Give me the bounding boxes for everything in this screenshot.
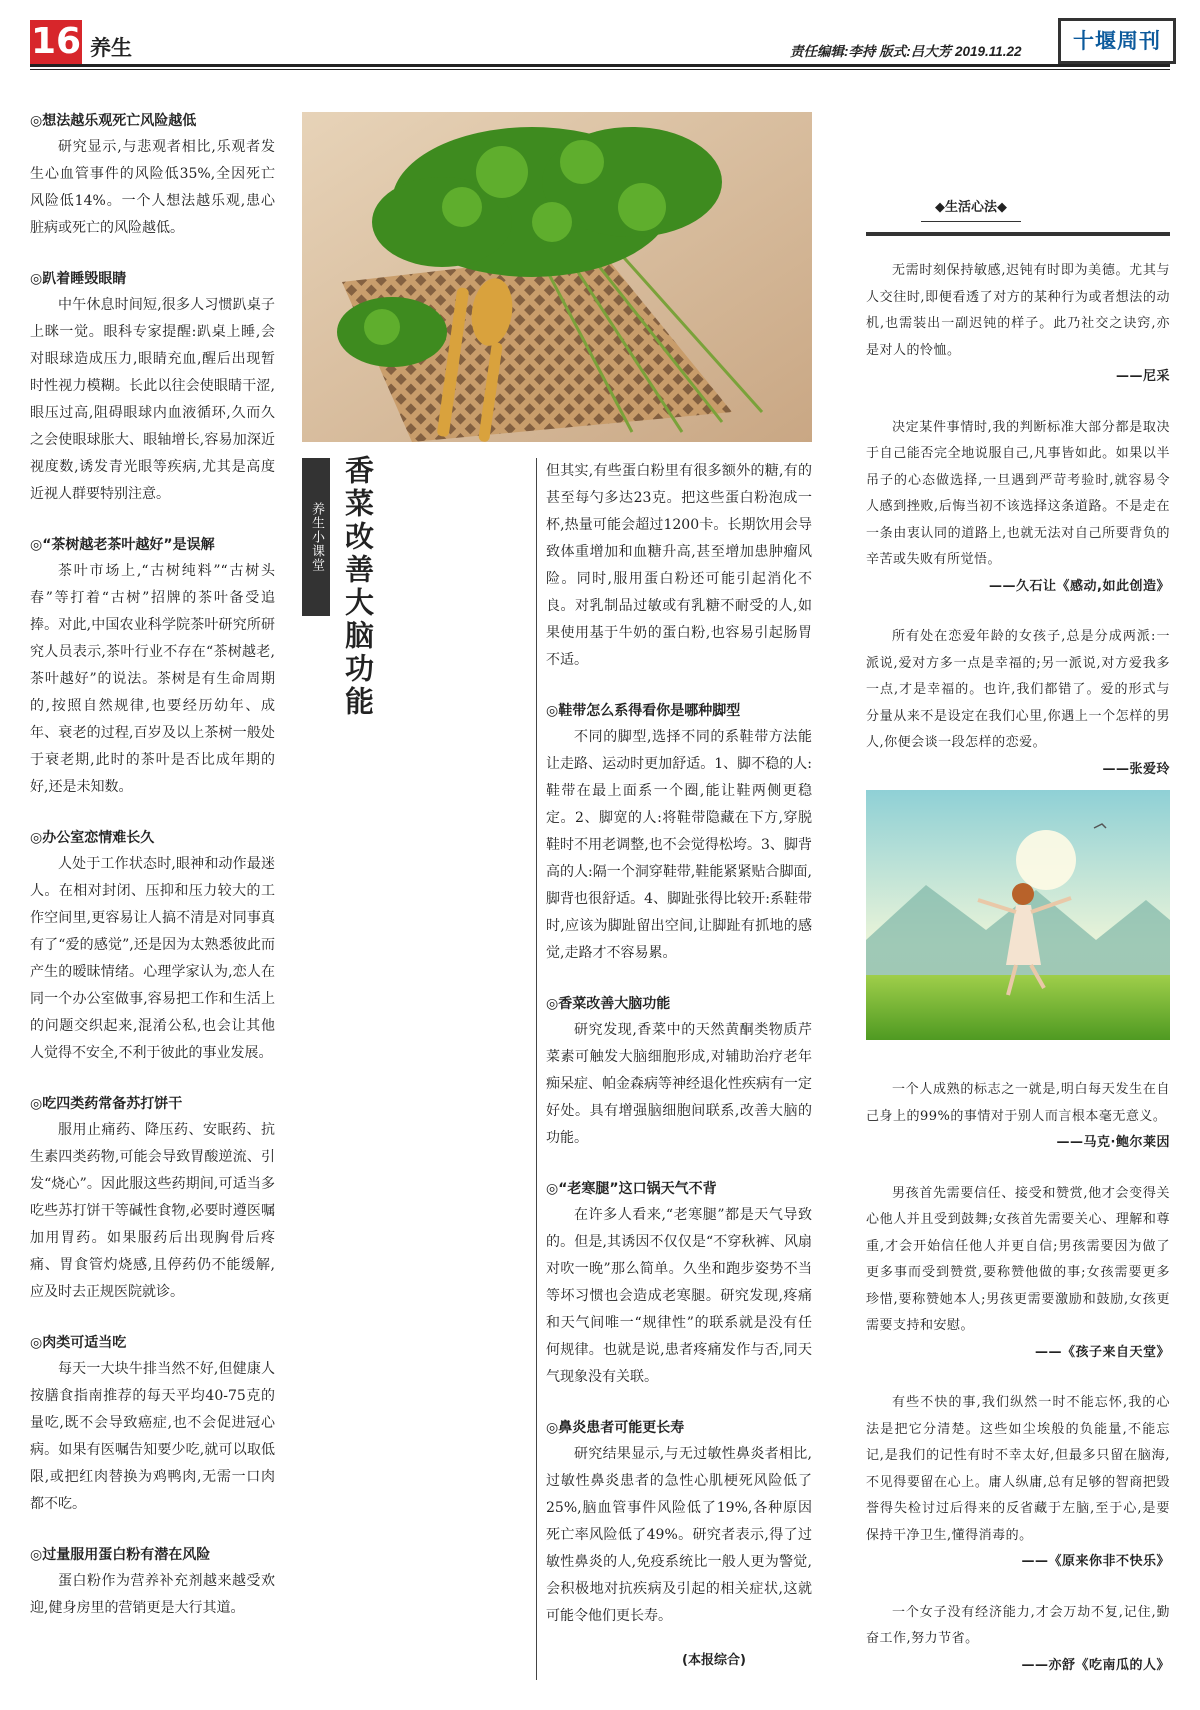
article-body: 每天一大块牛排当然不好,但健康人按膳食指南推荐的每天平均40-75克的量吃,既不会导致癌症,也不会促进冠心病。如果有医嘱告知要少吃,就可以取低限,或把红肉替换为鸡鸭肉,无需一口肉都不吃。 [30,1361,275,1512]
article-heading: ◎“茶树越老茶叶越好”是误解 [30,537,215,553]
section-title: 养生 [90,36,132,60]
article-heading: ◎过量服用蛋白粉有潜在风险 [30,1547,211,1563]
quote-source: ——尼采 [1115,369,1170,384]
article-body: 不同的脚型,选择不同的系鞋带方法能让走路、运动时更加舒适。1、脚不稳的人:鞋带在最上面系一个圈,能让鞋两侧更稳定。2、脚宽的人:将鞋带隐藏在下方,穿脱鞋时不用老调整,也不会觉得松垮。3、脚背高的人:隔一个洞穿鞋带,鞋能紧紧贴合脚面,脚背也很舒适。4、脚趾张得比较开:系鞋带时,应该为脚趾留出空间,让脚趾有抓地的感觉,走路才不容易累。 [546,729,812,961]
girl-photo [866,790,1170,1040]
quote-source: ——马克·鲍尔莱因 [1056,1135,1170,1150]
article-body: 在许多人看来,“老寒腿”都是天气导致的。但是,其诱因不仅仅是“不穿秋裤、风扇对吹一晚”那么简单。久坐和跑步姿势不当等坏习惯也会造成老寒腿。研究发现,疼痛和天气间唯一“规律性”的联系就是没有任何规律。也就是说,患者疼痛发作与否,同天气现象没有关联。 [546,1207,812,1385]
article-heading: ◎“老寒腿”这口锅天气不背 [546,1181,717,1197]
quote-source: ——《孩子来自天堂》 [1034,1344,1170,1360]
editor-credits: 责任编辑:李持 版式:吕大芳 2019.11.22 [790,44,1022,59]
source-credit: (本报综合) [682,1653,746,1668]
article-heading: ◎想法越乐观死亡风险越低 [30,113,197,129]
box-title-text: ◆生活心法◆ [935,200,1007,215]
box-title-underline [921,221,1021,222]
header-rule-thin [30,69,1170,70]
quote-text: 一个人成熟的标志之一就是,明白每天发生在自己身上的99%的事情对于别人而言根本毫无意义。 [866,1082,1170,1124]
feature-title: 香菜改善大脑功能 [341,455,375,719]
article-heading: ◎趴着睡毁眼睛 [30,271,127,287]
article-body: 研究发现,香菜中的天然黄酮类物质芹菜素可触发大脑细胞形成,对辅助治疗老年痴呆症、帕金森病等神经退化性疾病有一定好处。具有增强脑细胞间联系,改善大脑的功能。 [546,1022,812,1146]
article-heading: ◎鼻炎患者可能更长寿 [546,1420,685,1436]
box-rule [866,232,1170,236]
article-body: 蛋白粉作为营养补充剂越来越受欢迎,健身房里的营销更是大行其道。 [30,1573,275,1616]
newspaper-logo: 十堰周刊 [1058,18,1176,64]
header-rule [30,64,1170,67]
article-body: 研究结果显示,与无过敏性鼻炎者相比,过敏性鼻炎患者的急性心肌梗死风险低了25%,脑血管事件风险低了19%,各种原因死亡率风险低了49%。研究者表示,得了过敏性鼻炎的人,免疫系统比一般人更为警觉,会积极地对抗疾病及引起的相关症状,这就可能令他们更长寿。 [546,1446,812,1624]
article-body: 中午休息时间短,很多人习惯趴桌子上眯一觉。眼科专家提醒:趴桌上睡,会对眼球造成压力,眼睛充血,醒后出现暂时性视力模糊。长此以往会使眼睛干涩,眼压过高,阻碍眼球内血液循环,久而久之会使眼球胀大、眼轴增长,容易加深近视度数,诱发青光眼等疾病,尤其是高度近视人群要特别注意。 [30,297,275,502]
box-title [866,196,1076,222]
article-body: 研究显示,与悲观者相比,乐观者发生心血管事件的风险低35%,全因死亡风险低14%。一个人想法越乐观,患心脏病或死亡的风险越低。 [30,139,275,236]
quote-text: 决定某件事情时,我的判断标准大部分都是取决于自己能否完全地说服自己,凡事皆如此。如果以半吊子的心态做选择,一旦遇到严苛考验时,就容易令人感到挫败,后悔当初不该选择这条道路。不是走在一条由衷认同的道路上,也就无法对自己所要背负的辛苦或失败有所觉悟。 [866,419,1170,567]
middle-column [546,458,812,1654]
quote-text: 一个女子没有经济能力,才会万劫不复,记住,勤奋工作,努力节省。 [866,1604,1170,1646]
left-column [30,108,275,1646]
column-tab: 养生小课堂 [302,458,330,616]
quote-text: 所有处在恋爱年龄的女孩子,总是分成两派:一派说,爱对方多一点是幸福的;另一派说,对方爱我多一点,才是幸福的。也许,我们都错了。爱的形式与分量从来不是设定在我们心里,你遇上一个怎样的男人,你便会谈一段怎样的恋爱。 [866,629,1170,750]
article-body: 服用止痛药、降压药、安眠药、抗生素四类药物,可能会导致胃酸逆流、引发“烧心”。因此服这些药期间,可适当多吃些苏打饼干等碱性食物,必要时遵医嘱加用胃药。如果服药后出现胸骨后疼痛、胃食管灼烧感,且停药仍不能缓解,应及时去正规医院就诊。 [30,1122,275,1300]
article-heading: ◎办公室恋情难长久 [30,830,155,846]
parsley-photo [302,112,812,442]
quote-text: 有些不快的事,我们纵然一时不能忘怀,我的心法是把它分清楚。这些如尘埃般的负能量,不能忘记,是我们的记性有时不幸太好,但最多只留在脑海,不见得要留在心上。庸人纵庸,总有足够的智商把毁誉得失检讨过后得来的反省藏于左脑,至于心,是要保持干净卫生,懂得消毒的。 [866,1395,1170,1543]
quote-source: ——亦舒《吃南瓜的人》 [1021,1657,1170,1673]
article-continuation: 但其实,有些蛋白粉里有很多额外的糖,有的甚至每勺多达23克。把这些蛋白粉泡成一杯,热量可能会超过1200卡。长期饮用会导致体重增加和血糖升高,甚至增加患肿瘤风险。同时,服用蛋白粉还可能引起消化不良。对乳制品过敏或有乳糖不耐受的人,如果使用基于牛奶的蛋白粉,也容易引起肠胃不适。 [546,463,812,668]
article-heading: ◎肉类可适当吃 [30,1335,127,1351]
article-heading: ◎鞋带怎么系得看你是哪种脚型 [546,703,741,719]
quote-source: ——久石让《感动,如此创造》 [989,578,1170,594]
article-heading: ◎香菜改善大脑功能 [546,996,671,1012]
page-number: 16 [30,21,82,62]
article-body: 人处于工作状态时,眼神和动作最迷人。在相对封闭、压抑和压力较大的工作空间里,更容易让人搞不清是对同事真有了“爱的感觉”,还是因为太熟悉彼此而产生的暧昧情绪。心理学家认为,恋人在同一个办公室做事,容易把工作和生活上的问题交织起来,混淆公私,也会让其他人觉得不安全,不利于彼此的事业发展。 [30,856,275,1061]
column-divider [536,458,537,1680]
quote-text: 男孩首先需要信任、接受和赞赏,他才会变得关心他人并且受到鼓舞;女孩首先需要关心、理解和尊重,才会开始信任他人并更自信;男孩需要因为做了更多事而受到赞赏,要称赞他做的事;女孩需要更多珍惜,要称赞她本人;男孩更需要激励和鼓励,女孩更需要支持和安慰。 [866,1185,1170,1333]
article-heading: ◎吃四类药常备苏打饼干 [30,1096,183,1112]
quote-source: ——张爱玲 [1102,761,1170,777]
article-body: 茶叶市场上,“古树纯料”“古树头春”等打着“古树”招牌的茶叶备受追捧。对此,中国农业科学院茶叶研究所研究人员表示,茶叶行业不存在“茶树越老,茶叶越好”的说法。茶树是有生命周期的,按照自然规律,也要经历幼年、成年、衰老的过程,百岁及以上茶树一般处于衰老期,此时的茶叶是否比成年期的好,还是未知数。 [30,563,275,795]
quote-source: ——《原来你非不快乐》 [1021,1554,1170,1569]
quote-text: 无需时刻保持敏感,迟钝有时即为美德。尤其与人交往时,即便看透了对方的某种行为或者想法的动机,也需装出一副迟钝的样子。此乃社交之诀窍,亦是对人的怜恤。 [866,263,1170,358]
